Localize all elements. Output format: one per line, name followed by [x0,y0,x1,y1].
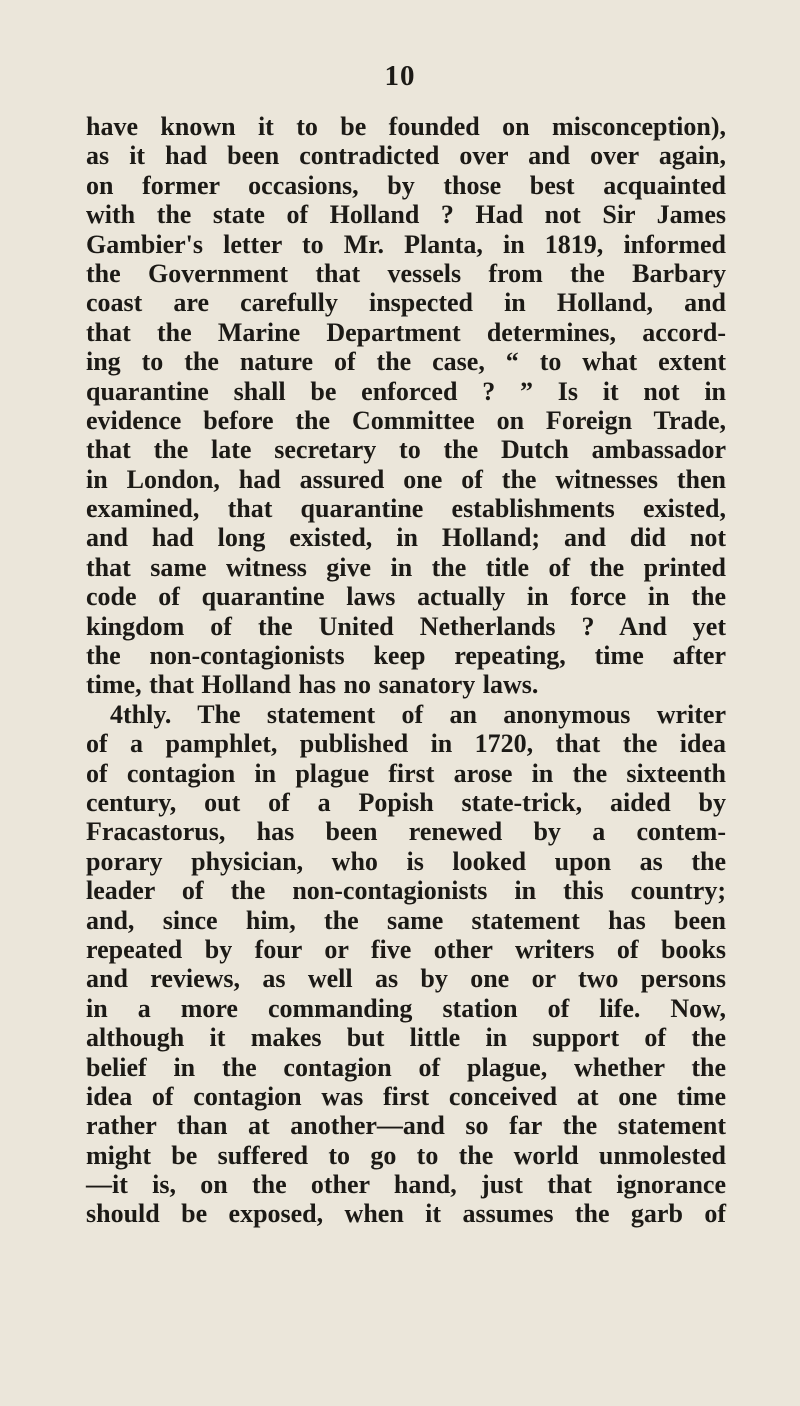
text-line: leader of the non-contagionists in this country; [86,876,726,906]
text-line: with the state of Holland ? Had not Sir James [86,200,726,230]
text-line: porary physician, who is looked upon as the [86,846,726,876]
text-line: belief in the contagion of plague, whether the [86,1052,726,1082]
text-line: evidence before the Committee on Foreign Trade, [86,405,726,435]
text-line: that the Marine Department determines, accord- [86,317,726,347]
text-line: and reviews, as well as by one or two persons [86,964,726,994]
text-line: should be exposed, when it assumes the garb of [86,1199,726,1229]
text-line: idea of contagion was first conceived at one time [86,1081,726,1111]
text-line: of contagion in plague first arose in the sixteenth [86,758,726,788]
text-line: kingdom of the United Netherlands ? And yet [86,611,726,641]
text-line: that the late secretary to the Dutch ambassador [86,435,726,465]
text-line: —it is, on the other hand, just that ignorance [86,1170,726,1200]
text-line: in London, had assured one of the witnesses then [86,464,726,494]
text-line: the non-contagionists keep repeating, time after [86,641,726,671]
paragraph-start-line: 4thly. The statement of an anonymous writer [110,699,726,729]
body-text [86,112,726,1229]
text-line: coast are carefully inspected in Holland, and [86,288,726,318]
text-line: time, that Holland has no sanatory laws. [86,670,539,700]
text-line: and, since him, the same statement has been [86,905,726,935]
text-line: on former occasions, by those best acquainted [86,170,726,200]
text-line: and had long existed, in Holland; and did not [86,523,726,553]
page-number: 10 [384,60,416,92]
text-line: in a more commanding station of life. Now, [86,993,726,1023]
text-line: have known it to be founded on misconception), [86,112,726,141]
text-line: repeated by four or five other writers of books [86,934,726,964]
text-line: although it makes but little in support of the [86,1023,726,1053]
text-line: the Government that vessels from the Barbary [86,258,726,288]
text-line: as it had been contradicted over and over again, [86,141,726,171]
text-line: that same witness give in the title of the printed [86,552,726,582]
text-line: might be suffered to go to the world unmolested [86,1140,726,1170]
text-line: Gambier's letter to Mr. Planta, in 1819, informed [86,229,726,259]
text-line: century, out of a Popish state-trick, aided by [86,787,726,817]
text-line: quarantine shall be enforced ? ” Is it not in [86,376,726,406]
text-line: rather than at another—and so far the statement [86,1111,726,1141]
text-line: examined, that quarantine establishments existed, [86,494,726,524]
text-line: Fracastorus, has been renewed by a contem- [86,817,726,847]
text-line: of a pamphlet, published in 1720, that the idea [86,729,726,759]
text-line: code of quarantine laws actually in force in the [86,582,726,612]
text-line: ing to the nature of the case, “ to what extent [86,347,726,377]
